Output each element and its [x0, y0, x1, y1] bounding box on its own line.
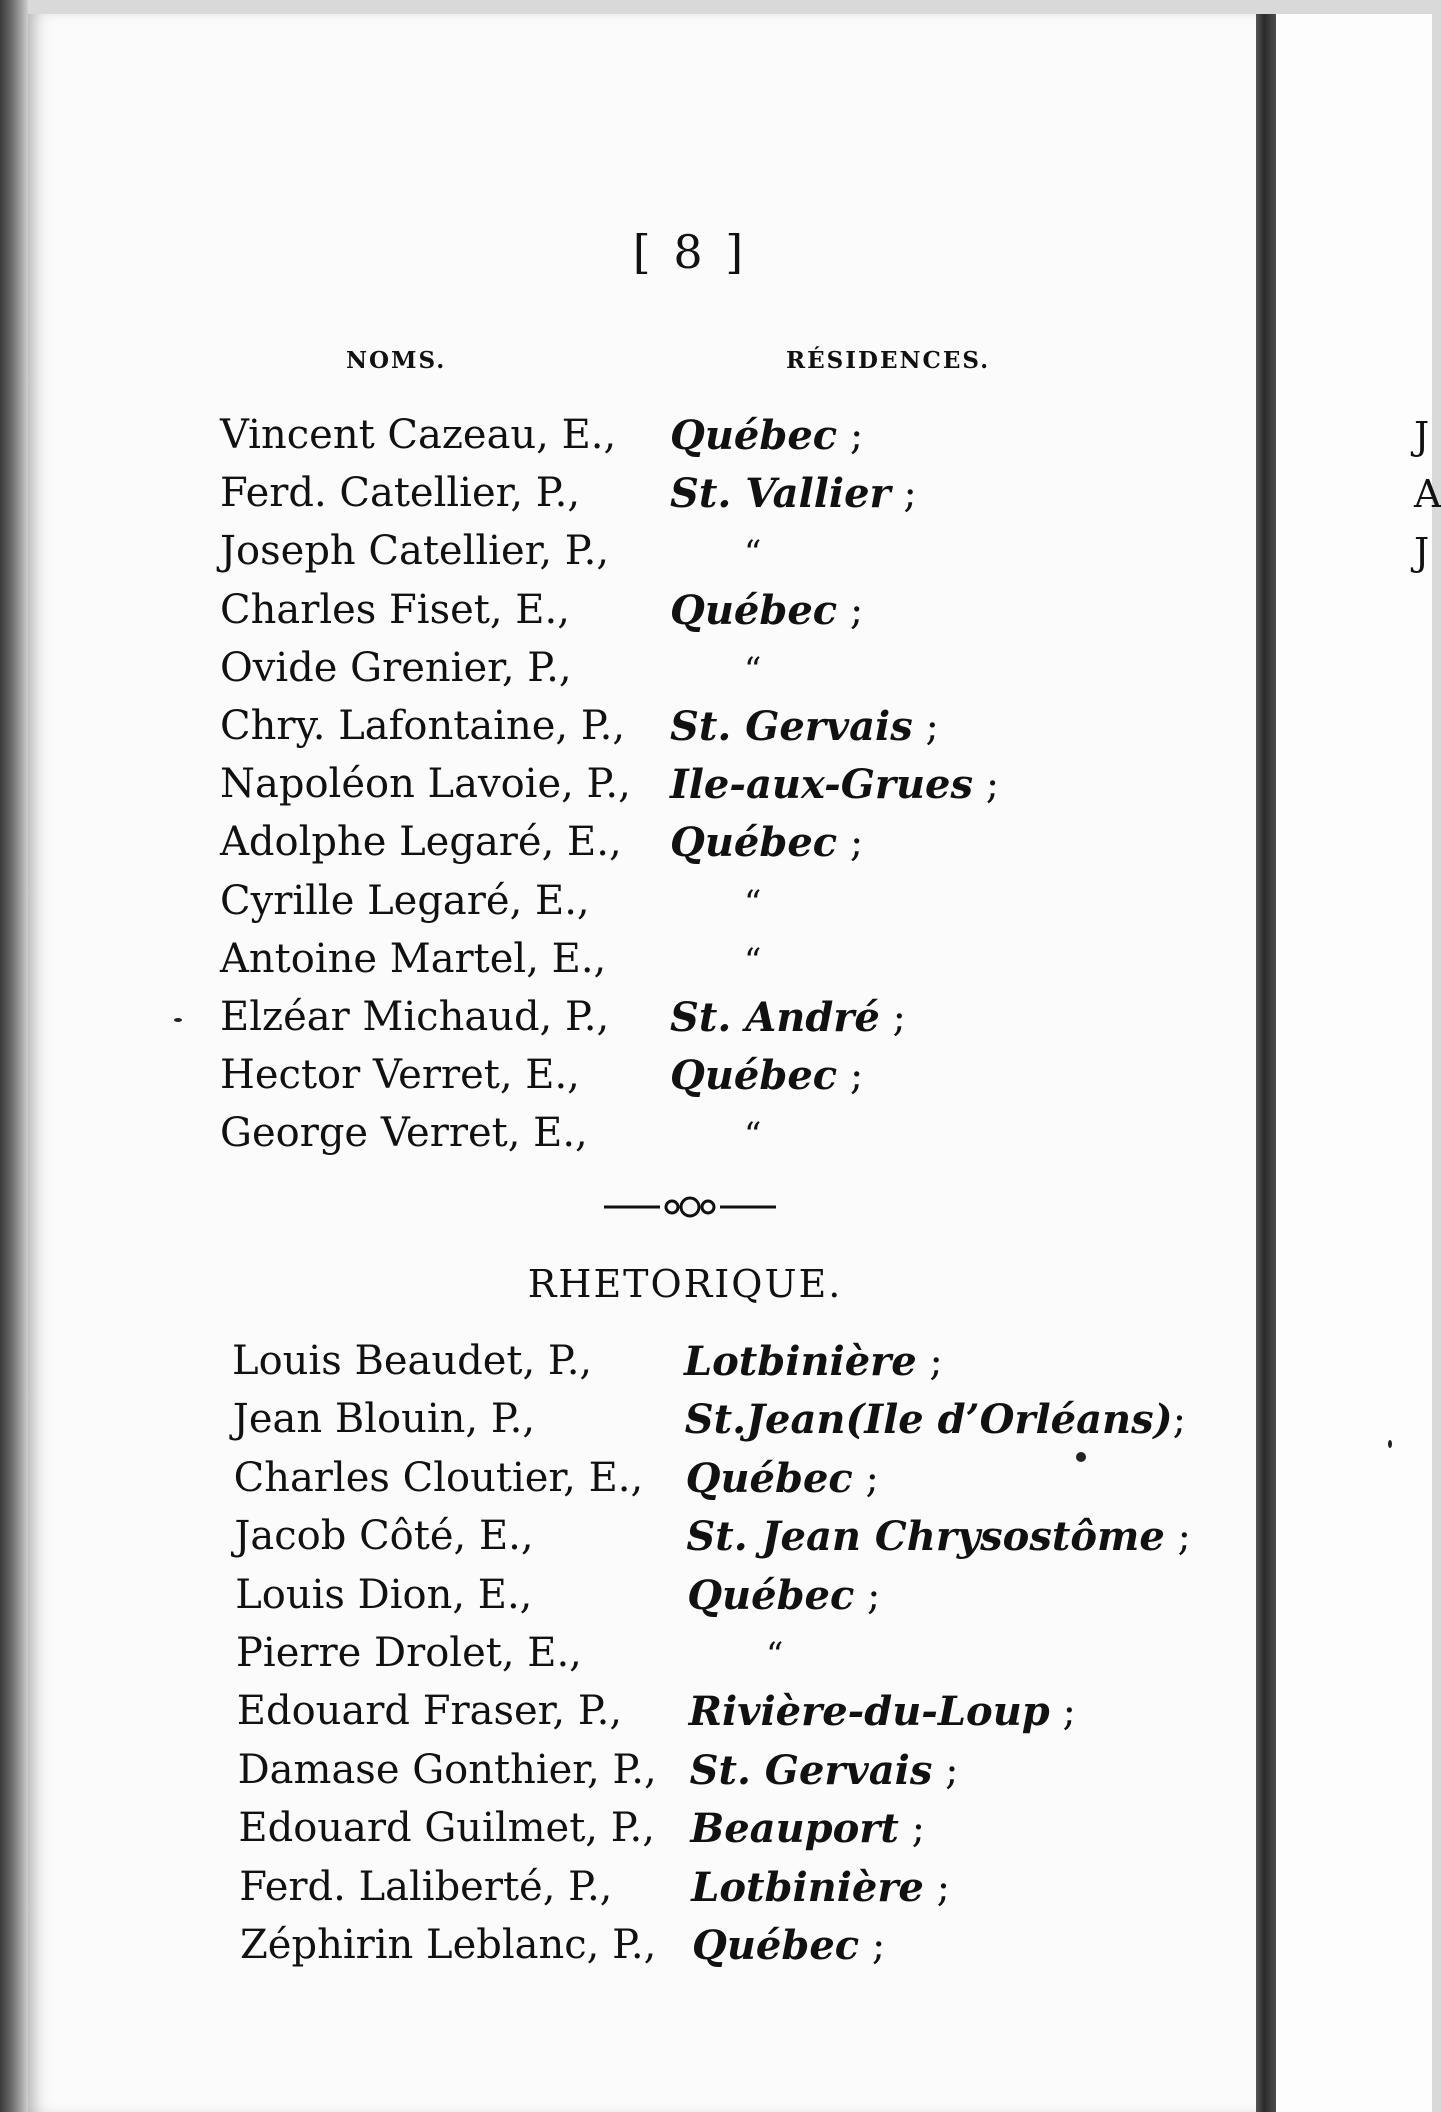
student-residence [691, 1864, 950, 1911]
residence-place: Québec [670, 1052, 838, 1100]
residence-suffix: ; [1164, 1514, 1191, 1561]
residence-place: St.Jean(Ile d’Orléans) [684, 1396, 1173, 1444]
residence-suffix: ; [879, 995, 907, 1041]
facing-page-fragment: J [1414, 530, 1430, 574]
student-name: Edouard Guilmet, P., [238, 1805, 655, 1852]
student-residence [686, 1513, 1191, 1560]
residence-place: St. Jean Chrysostôme [686, 1513, 1165, 1561]
residence-suffix: ; [890, 471, 917, 518]
student-name: Charles Fiset, E., [220, 586, 570, 633]
student-name: Adolphe Legaré, E., [220, 819, 622, 866]
residence-place: St. Gervais [670, 703, 913, 750]
student-name: Chry. Lafontaine, P., [220, 703, 626, 749]
print-speck [1076, 1452, 1086, 1462]
residence-place: Ile-aux-Grues [670, 761, 973, 809]
student-name: Vincent Cazeau, E., [220, 412, 617, 458]
student-residence [692, 1922, 885, 1969]
student-name: Cyrille Legaré, E., [220, 877, 590, 924]
student-residence [670, 587, 863, 634]
student-entry [0, 761, 1256, 817]
facing-page-fragment: J [1414, 414, 1430, 458]
student-entry [0, 528, 1256, 584]
student-entry [0, 819, 1256, 875]
student-entry [0, 994, 1256, 1050]
student-name: Hector Verret, E., [220, 1052, 580, 1099]
student-entry [0, 587, 1256, 643]
ditto-mark: “ [744, 940, 762, 981]
student-residence [744, 528, 761, 574]
student-residence [690, 1805, 925, 1852]
residence-suffix: ; [916, 1339, 943, 1385]
student-name: Ferd. Laliberté, P., [239, 1863, 613, 1910]
residence-suffix: ; [837, 413, 864, 459]
student-entry [0, 1455, 1256, 1511]
facing-page-edge [1276, 14, 1441, 2112]
student-entry [0, 1747, 1256, 1803]
student-residence [670, 470, 917, 517]
student-entry [0, 645, 1256, 701]
residence-place: Lotbinière [691, 1863, 924, 1911]
student-entry [0, 878, 1256, 934]
residence-suffix: ; [932, 1747, 959, 1794]
student-entry [0, 1864, 1256, 1920]
residence-suffix: ; [898, 1806, 926, 1853]
student-residence [687, 1572, 880, 1619]
page-number: [ 8 ] [632, 225, 748, 279]
student-entry [0, 1513, 1256, 1569]
column-header-names: NOMS. [346, 347, 447, 374]
student-residence [670, 1052, 863, 1099]
residence-suffix: ; [837, 587, 864, 634]
residence-place: Québec [692, 1922, 860, 1969]
column-header-residences: RÉSIDENCES. [786, 347, 991, 374]
student-name: Ferd. Catellier, P., [220, 470, 581, 517]
section-title: RHETORIQUE. [527, 1262, 843, 1306]
ditto-mark: “ [744, 533, 762, 574]
residence-suffix: ; [1172, 1397, 1187, 1444]
residence-suffix: ; [923, 1864, 951, 1911]
student-residence [766, 1630, 783, 1676]
residence-suffix: ; [859, 1923, 886, 1969]
residence-suffix: ; [837, 1053, 864, 1100]
student-entry [0, 1396, 1256, 1452]
residence-place: St. André [670, 994, 880, 1041]
student-name: Damase Gonthier, P., [237, 1746, 657, 1793]
student-residence [744, 936, 761, 982]
student-name: Jacob Côté, E., [234, 1513, 534, 1560]
student-name: Jean Blouin, P., [232, 1396, 536, 1443]
student-residence [670, 994, 906, 1041]
student-entry [0, 1688, 1256, 1744]
student-name: Napoléon Lavoie, P., [220, 761, 631, 808]
ditto-mark: “ [744, 649, 762, 690]
student-name: Joseph Catellier, P., [220, 528, 610, 575]
student-residence [744, 645, 761, 691]
residence-suffix: ; [973, 762, 1000, 809]
student-entry [0, 1110, 1256, 1166]
residence-place: St. Vallier [670, 470, 891, 518]
student-residence [684, 1338, 943, 1385]
student-entry [0, 412, 1256, 468]
student-entry [0, 1805, 1256, 1861]
student-name: Antoine Martel, E., [220, 935, 607, 982]
student-residence [670, 761, 999, 808]
print-speck [1388, 1440, 1392, 1448]
ditto-mark: “ [766, 1635, 784, 1675]
student-residence [690, 1747, 959, 1794]
student-residence [686, 1455, 879, 1502]
residence-place: Québec [670, 586, 838, 634]
student-residence [685, 1396, 1186, 1443]
residence-suffix: ; [852, 1455, 879, 1502]
student-entry [0, 470, 1256, 526]
student-entry [0, 1922, 1256, 1978]
student-entry [0, 1572, 1256, 1628]
student-entry [0, 1630, 1256, 1686]
student-name: Zéphirin Leblanc, P., [240, 1922, 657, 1968]
ditto-mark: “ [744, 1115, 762, 1156]
student-name: Louis Dion, E., [235, 1571, 533, 1618]
student-name: Pierre Drolet, E., [236, 1630, 582, 1676]
student-residence [744, 1110, 761, 1156]
book-gutter [1256, 14, 1276, 2112]
student-name: Charles Cloutier, E., [233, 1454, 644, 1501]
residence-suffix: ; [1049, 1689, 1076, 1736]
residence-suffix: ; [854, 1572, 881, 1619]
student-residence [689, 1688, 1076, 1735]
residence-place: Québec [685, 1454, 853, 1502]
residence-suffix: ; [837, 820, 864, 867]
residence-suffix: ; [912, 704, 939, 750]
student-residence [744, 878, 761, 924]
residence-place: Rivière-du-Loup [688, 1688, 1050, 1736]
residence-place: St. Gervais [689, 1746, 933, 1794]
student-entry [0, 703, 1256, 759]
student-name: Ovide Grenier, P., [220, 644, 572, 691]
residence-place: Québec [687, 1571, 855, 1619]
residence-place: Beauport [690, 1805, 899, 1853]
ornament-divider [600, 1190, 780, 1224]
student-name: Elzéar Michaud, P., [220, 994, 610, 1040]
student-entry [0, 936, 1256, 992]
residence-place: Québec [670, 819, 838, 867]
ditto-mark: “ [744, 882, 762, 923]
student-residence [670, 412, 863, 459]
residence-place: Québec [670, 412, 838, 459]
student-entry [0, 1338, 1256, 1394]
student-name: Louis Beaudet, P., [232, 1338, 593, 1384]
student-entry [0, 1052, 1256, 1108]
student-residence [670, 819, 863, 866]
student-name: George Verret, E., [220, 1110, 588, 1157]
student-residence [670, 703, 939, 750]
facing-page-fragment: A [1414, 472, 1441, 516]
student-name: Edouard Fraser, P., [236, 1688, 623, 1735]
residence-place: Lotbinière [684, 1338, 917, 1385]
print-speck [174, 1018, 182, 1022]
